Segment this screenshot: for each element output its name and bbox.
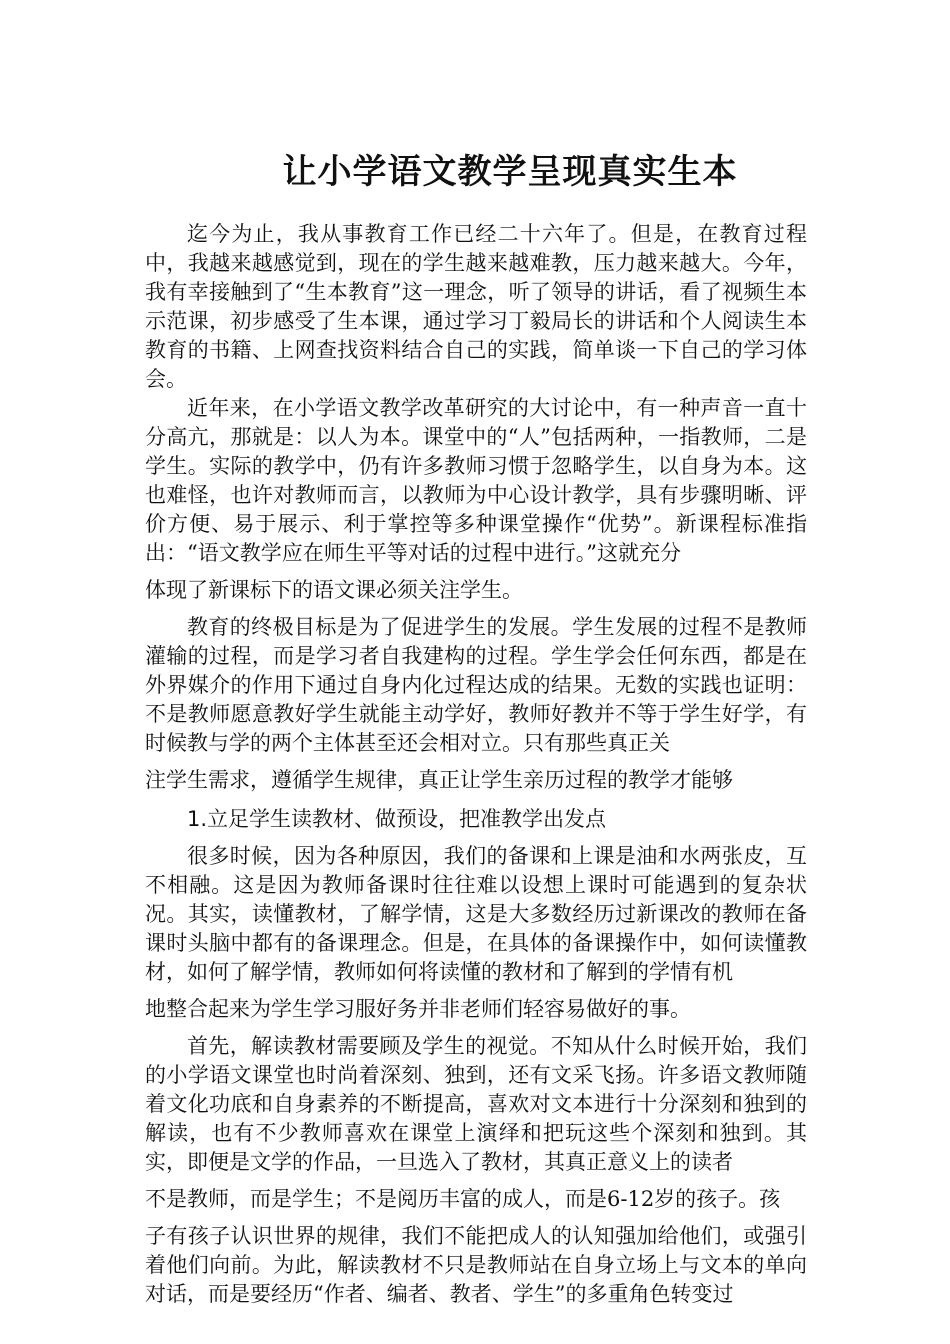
paragraph-education-goal-tail: 注学生需求，遵循学生规律，真正让学生亲历过程的教学才能够	[145, 768, 733, 792]
paragraph-intro: 迄今为止，我从事教育工作已经二十六年了。但是，在教育过程中，我越来越感觉到，现在的学生越来越难教，压力越来越大。今年，我有幸接触到了“生本教育”这一理念，听了领导的讲话，看了视频生本示范课，初步感受了生本课，通过学习丁毅局长的讲话和个人阅读生本教育的书籍、上网查找资料结合自己的实践，简单谈一下自己的学习体会。	[145, 222, 807, 391]
section-heading-1: 1.立足学生读教材、做预设，把准教学出发点	[187, 807, 607, 831]
paragraph-student-perspective-line: 不是教师，而是学生；不是阅历丰富的成人，而是6-12岁的孩子。孩	[145, 1187, 781, 1211]
paragraph-lesson-prep-tail: 地整合起来为学生学习服好务并非老师们轻容易做好的事。	[145, 997, 691, 1021]
document-body	[145, 220, 807, 1309]
paragraph-student-perspective: 首先，解读教材需要顾及学生的视觉。不知从什么时候开始，我们的小学语文课堂也时尚着深刻、独到，还有文采飞扬。许多语文教师随着文化功底和自身素养的不断提高，喜欢对文本进行十分深刻和独到的解读，也有不少教师喜欢在课堂上演绎和把玩这些个深刻和独到。其实，即便是文学的作品，一旦选入了教材，其真正意义上的读者	[145, 1034, 807, 1174]
paragraph-gap	[145, 1024, 807, 1032]
paragraph-people-centered-tail: 体现了新课标下的语文课必须关注学生。	[145, 578, 523, 602]
paragraph-education-goal: 教育的终极目标是为了促进学生的发展。学生发展的过程不是教师灌输的过程，而是学习者自我建构的过程。学生学会任何东西，都是在外界媒介的作用下通过自身内化过程达成的结果。无数的实践也证明：不是教师愿意教好学生就能主动学好，教师好教并不等于学生好学，有时候教与学的两个主体甚至还会相对立。只有那些真正关	[145, 615, 807, 755]
paragraph-lesson-prep: 很多时候，因为各种原因，我们的备课和上课是油和水两张皮，互不相融。这是因为教师备课时往往难以设想上课时可能遇到的复杂状况。其实，读懂教材，了解学情，这是大多数经历过新课改的教师在备课时头脑中都有的备课理念。但是，在具体的备课操作中，如何读懂教材，如何了解学情，教师如何将读懂的教材和了解到的学情有机	[145, 844, 807, 984]
paragraph-people-centered: 近年来，在小学语文教学改革研究的大讨论中，有一种声音一直十分高亢，那就是：以人为本。课堂中的“人”包括两种，一指教师，二是学生。实际的教学中，仍有许多教师习惯于忽略学生，以自身为本。这也难怪，也许对教师而言，以教师为中心设计教学，具有步骤明晰、评价方便、易于展示、利于掌控等多种课堂操作“优势”。新课程标准指出：“语文教学应在师生平等对话的过程中进行。”这就充分	[145, 396, 807, 565]
paragraph-student-perspective-tail: 子有孩子认识世界的规律，我们不能把成人的认知强加给他们，或强引着他们向前。为此，解读教材不只是教师站在自身立场上与文本的单向对话，而是要经历“作者、编者、教者、学生”的多重角色转变过	[145, 1224, 807, 1306]
document-title: 让小学语文教学呈现真实生本	[282, 151, 738, 192]
paragraph-gap	[145, 605, 807, 613]
